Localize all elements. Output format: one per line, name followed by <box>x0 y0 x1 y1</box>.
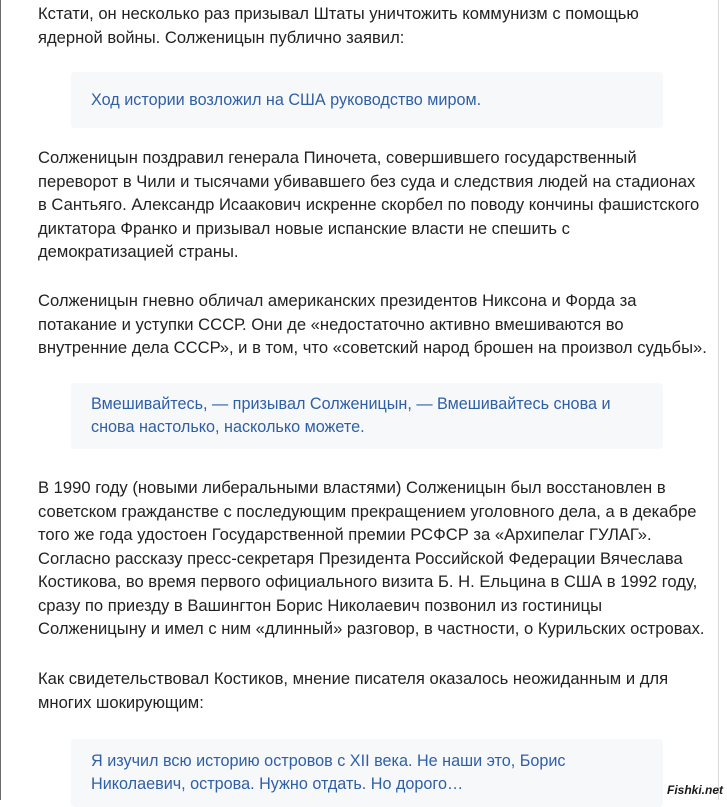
quote-text: Ход истории возложил на США руководство миром. <box>91 90 482 109</box>
blockquote-usa-leadership <box>71 72 663 128</box>
page-right-border <box>718 0 719 800</box>
page-left-border <box>0 0 1 800</box>
quote-text: Я изучил всю историю островов с XII века. Не наши это, Борис Николаевич, острова. Нужно отдать. Но дорого… <box>91 752 566 793</box>
quote-text: Вмешивайтесь, — призывал Солженицын, — Вмешивайтесь снова и снова настолько, насколько можете. <box>91 395 611 436</box>
blockquote-intervene <box>71 383 663 449</box>
blockquote-kuril-islands <box>71 739 663 807</box>
paragraph-kostikov: Как свидетельствовал Костиков, мнение писателя оказалось неожиданным и для многих шокирующим: <box>38 669 669 712</box>
site-watermark: Fishki.net <box>666 783 723 797</box>
paragraph-nixon-ford: Солженицын гневно обличал американских президентов Никсона и Форда за потакание и уступки СССР. Они де «недостаточно активно вмешиваются во внутренние дела СССР», и в том, что «советский народ брошен на произвол судьбы». <box>38 291 707 357</box>
paragraph-nuclear-war: Кстати, он несколько раз призывал Штаты уничтожить коммунизм с помощью ядерной войны. Солженицын публично заявил: <box>38 4 639 47</box>
paragraph-1990-citizenship: В 1990 году (новыми либеральными властями) Солженицын был восстановлен в советском гражданстве с последующим прекращением уголовного дела, а в декабре того же года удостоен Государственной премии РСФСР за «Архипелаг ГУЛАГ». Согласно рассказу пресс-секретаря Президента Российской Федерации Вячеслава Костикова, во время первого официального визита Б. Н. Ельцина в США в 1992 году, сразу по приезду в Вашингтон Борис Николаевич позвонил из гостиницы Солженицыну и имел с ним «длинный» разговор, в частности, о Курильских островах. <box>38 478 705 638</box>
paragraph-pinochet-franco: Солженицын поздравил генерала Пиночета, совершившего государственный переворот в Чили и тысячами убивавшего без суда и следствия людей на стадионах в Сантьяго. Александр Исаакович искренне скорбел по поводу кончины фашистского диктатора Франко и призывал новые испанские власти не спешить с демократизацией страны. <box>38 148 700 261</box>
